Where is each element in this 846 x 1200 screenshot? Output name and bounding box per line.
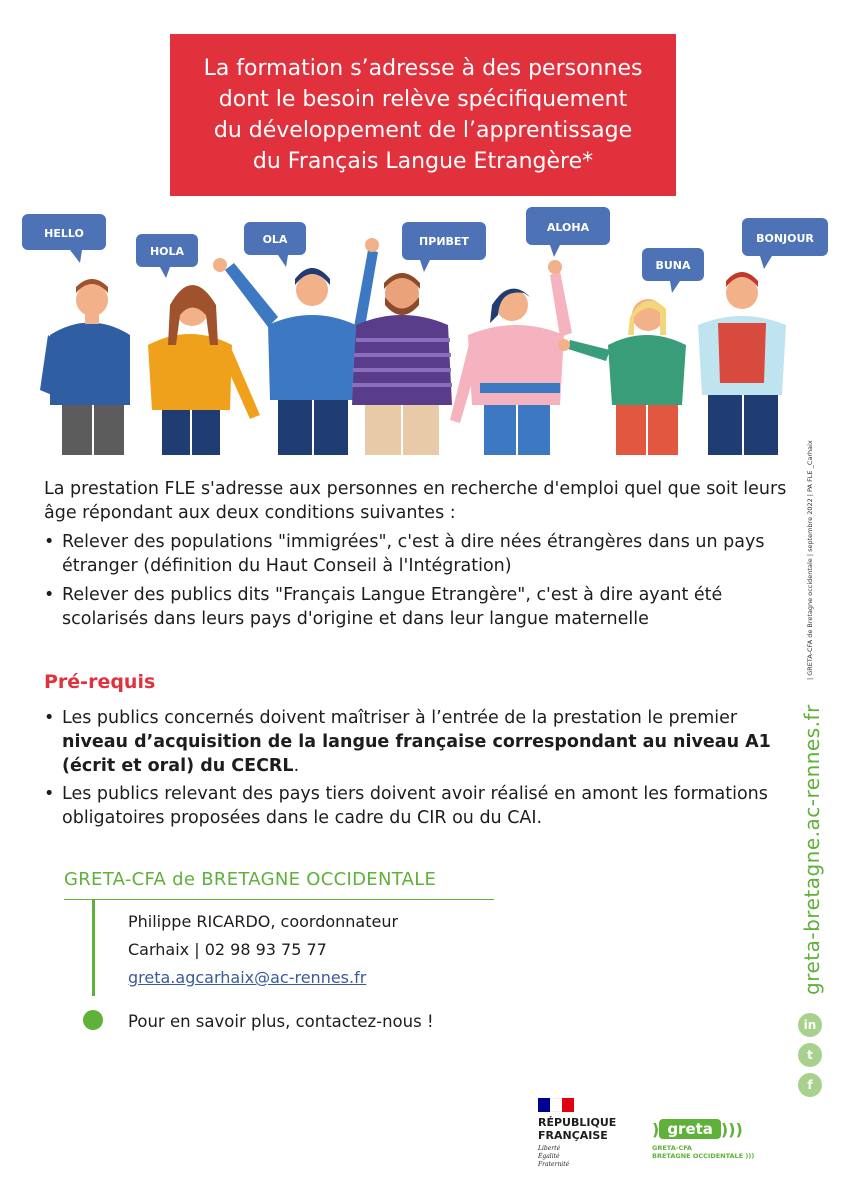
republique-francaise-logo — [538, 1098, 638, 1169]
person-1 — [40, 279, 130, 455]
bubble-text: OLA — [262, 233, 288, 246]
contact-block — [128, 908, 398, 992]
prereq-list — [44, 706, 804, 830]
greta-subtitle-line: GRETA-CFA — [652, 1144, 692, 1152]
person-6 — [558, 299, 686, 455]
contact-email-link[interactable]: greta.agcarhaix@ac-rennes.fr — [128, 968, 367, 987]
conditions-list — [44, 530, 804, 631]
rf-name-line: RÉPUBLIQUE — [538, 1116, 617, 1129]
bubble-text: ALOHA — [546, 221, 590, 234]
facebook-icon[interactable]: f — [798, 1073, 822, 1097]
speech-bubble-ola — [244, 222, 306, 267]
bullet-dot-icon — [83, 1010, 103, 1030]
greta-subtitle — [652, 1144, 782, 1160]
contact-phone: Carhaix | 02 98 93 75 77 — [128, 940, 327, 959]
greta-logo — [652, 1117, 782, 1160]
speech-bubbles — [22, 207, 828, 293]
prereq-section — [44, 702, 804, 830]
contact-person: Philippe RICARDO, coordonnateur — [128, 912, 399, 931]
bubble-text: BUNA — [655, 259, 691, 272]
bubble-text: BONJOUR — [756, 232, 814, 245]
greta-word: greta — [659, 1119, 721, 1139]
rf-motto-line: Fraternité — [538, 1161, 570, 1168]
person-5 — [450, 260, 572, 455]
headline-line: du développement de l’apprentissage — [213, 118, 633, 143]
prereq-emphasis: niveau d’acquisition de la langue française correspondant au niveau A1 (écrit et oral) du CECRL — [62, 732, 771, 776]
bubble-text: ПРИВЕТ — [419, 235, 469, 248]
prereq-title: Pré-requis — [44, 671, 156, 693]
speech-bubble-privet — [402, 222, 486, 272]
list-item: • Relever des populations "immigrées", c'est à dire nées étrangères dans un pays étranger (définition du Haut Conseil à l'Intégration) — [44, 530, 804, 578]
document-reference: | GRETA-CFA de Bretagne occidentale | septembre 2022 | PA FLE _Carhaix — [806, 440, 814, 680]
divider — [64, 899, 494, 900]
rf-name — [538, 1116, 638, 1142]
list-item: • Les publics relevant des pays tiers doivent avoir réalisé en amont les formations obligatoires proposées dans le cadre du CIR ou du CAI. — [44, 782, 804, 830]
speech-bubble-buna — [642, 248, 704, 293]
bubble-text: HELLO — [44, 227, 84, 240]
headline-line: du Français Langue Etrangère* — [252, 149, 594, 174]
greta-subtitle-line: BRETAGNE OCCIDENTALE ))) — [652, 1152, 755, 1160]
rf-name-line: FRANÇAISE — [538, 1129, 608, 1142]
headline-banner — [170, 34, 676, 196]
speech-bubble-hello — [22, 214, 106, 263]
intro-section — [44, 477, 804, 631]
headline-line: La formation s’adresse à des personnes — [203, 56, 643, 81]
website-link[interactable]: greta-bretagne.ac-rennes.fr — [800, 704, 824, 995]
french-flag-icon — [538, 1098, 574, 1112]
bubble-text: HOLA — [149, 245, 185, 258]
rf-motto-line: Liberté — [538, 1145, 561, 1152]
rf-motto — [538, 1145, 638, 1169]
list-item — [44, 706, 804, 778]
speech-bubble-bonjour — [742, 218, 828, 269]
person-2 — [148, 285, 260, 455]
prereq-text-end: . — [293, 756, 300, 776]
intro-paragraph: La prestation FLE s'adresse aux personnes en recherche d'emploi quel que soit leurs âge répondant aux deux conditions suivantes : — [44, 479, 787, 523]
speech-bubble-hola — [136, 234, 198, 278]
person-7 — [698, 272, 786, 455]
divider-vertical — [92, 900, 95, 996]
greta-wordmark: ) greta ))) — [652, 1119, 743, 1139]
headline-line: dont le besoin relève spécifiquement — [218, 87, 628, 112]
list-item: • Relever des publics dits "Français Langue Etrangère", c'est à dire ayant été scolarisés dans leurs pays d'origine et dans leur langue maternelle — [44, 583, 804, 631]
linkedin-icon[interactable]: in — [798, 1013, 822, 1037]
speech-bubble-aloha — [526, 207, 610, 257]
people-greeting-illustration — [20, 205, 832, 457]
contact-cta: Pour en savoir plus, contactez-nous ! — [128, 1012, 434, 1031]
person-3 — [213, 238, 379, 455]
prereq-text: Les publics concernés doivent maîtriser à l’entrée de la prestation le premier — [62, 708, 738, 728]
organization-name: GRETA-CFA de BRETAGNE OCCIDENTALE — [64, 869, 437, 890]
rf-motto-line: Égalité — [538, 1153, 560, 1160]
twitter-icon[interactable]: t — [798, 1043, 822, 1067]
